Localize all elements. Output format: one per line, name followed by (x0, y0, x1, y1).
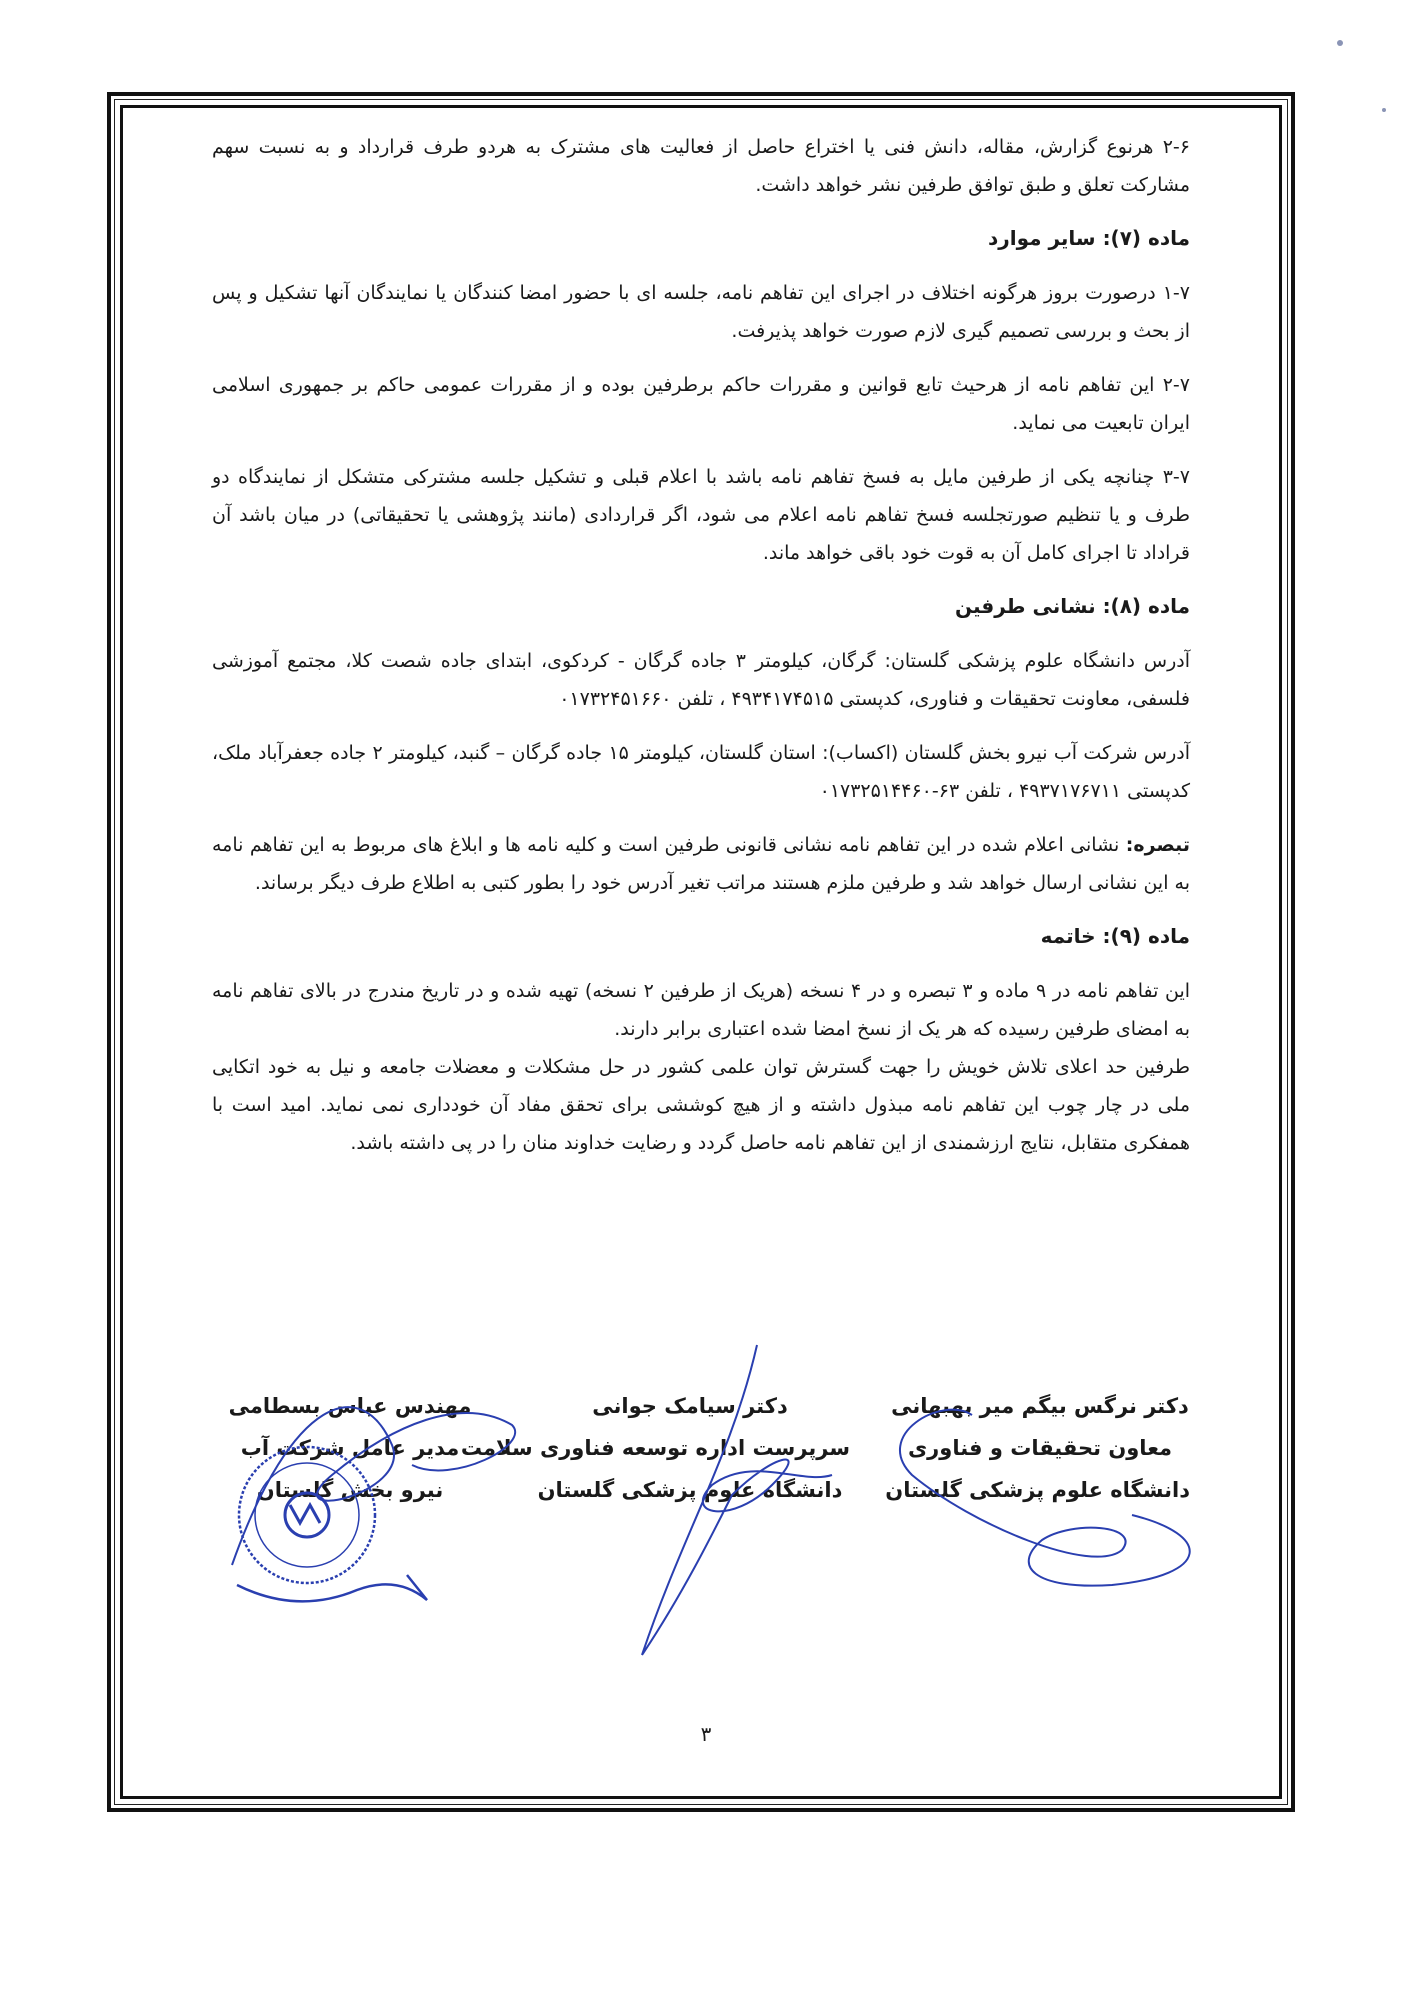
signature-section (212, 1385, 1190, 1545)
clause-7-2: ۲-۷ این تفاهم نامه از هرحیث تابع قوانین و مقررات حاکم برطرفین بوده و از مقررات عمومی حاکم بر جمهوری اسلامی ایران تابعیت می نماید. (212, 374, 1190, 434)
page-number: ۳ (700, 1722, 712, 1746)
signatory-role: مدیر عامل شرکت آب (240, 1436, 460, 1460)
signatory-name: مهندس عباس بسطامی (228, 1394, 472, 1418)
article-8-heading: ماده (۸): نشانی طرفین (954, 594, 1190, 618)
scan-speck (1382, 108, 1386, 112)
signatory-org: دانشگاه علوم پزشکی گلستان (885, 1478, 1190, 1502)
note-label: تبصره: (1125, 834, 1190, 856)
clause-7-3: ۳-۷ چنانچه یکی از طرفین مایل به فسخ تفاهم نامه باشد با اعلام قبلی و تشکیل جلسه مشترکی متشکل از نمایندگاه دو طرف و یا تنظیم صورتجلسه فسخ تفاهم نامه اعلام می شود، اگر قراردادی (مانند پژوهشی یا تحقیقاتی) در میان باشد آن قراداد تا اجرای کامل آن به قوت خود باقی خواهد ماند. (212, 466, 1190, 564)
scan-speck (1337, 40, 1343, 46)
signatory-role: سرپرست اداره توسعه فناوری سلامت (460, 1436, 850, 1460)
article-7-heading: ماده (۷): سایر موارد (987, 226, 1190, 250)
signatory-research-deputy (885, 1385, 1190, 1511)
clause-7-1: ۱-۷ درصورت بروز هرگونه اختلاف در اجرای این تفاهم نامه، جلسه ای با حضور امضا کنندگان یا نمایندگان آنها تشکیل و پس از بحث و بررسی تصمیم گیری لازم صورت خواهد پذیرفت. (212, 282, 1190, 342)
note-text: نشانی اعلام شده در این تفاهم نامه نشانی قانونی طرفین است و کلیه نامه ها و ابلاغ های مربوط به این تفاهم نامه به این نشانی ارسال خواهد شد و طرفین ملزم هستند مراتب تغیر آدرس خود را بطور کتبی به اطلاع طرف دیگر برساند. (212, 834, 1190, 894)
signatory-water-company (210, 1385, 490, 1511)
signatory-org: نیرو بخش گلستان (256, 1478, 444, 1502)
clause-6-2: ۲-۶ هرنوع گزارش، مقاله، دانش فنی یا اختراع حاصل از فعالیت های مشترک به هردو طرف قرارداد و به نسبت سهم مشارکت تعلق و طبق توافق طرفین نشر خواهد داشت. (212, 136, 1190, 196)
address-company: آدرس شرکت آب نیرو بخش گلستان (اکساب): استان گلستان، کیلومتر ۱۵ جاده گرگان – گنبد، کیلومتر ۲ جاده جعفرآباد ملک، کدپستی ۴۹۳۷۱۷۶۷۱۱ ، تلفن ۶۳-۰۱۷۳۲۵۱۴۴۶۰ (212, 742, 1190, 802)
signatory-org: دانشگاه علوم پزشکی گلستان (537, 1478, 843, 1502)
document-body (212, 128, 1190, 1162)
note-paragraph (212, 826, 1190, 902)
signatory-name: دکتر نرگس بیگم میر بهبهانی (891, 1394, 1189, 1418)
signatory-role: معاون تحقیقات و فناوری (907, 1436, 1173, 1460)
signatory-tech-office (460, 1385, 850, 1511)
article-9-heading: ماده (۹): خاتمه (1040, 924, 1190, 948)
signatory-name: دکتر سیامک جوانی (592, 1394, 788, 1418)
closing-paragraph-2: طرفین حد اعلای تلاش خویش را جهت گسترش توان علمی کشور در حل مشکلات و معضلات جامعه و نیل به خود اتکایی ملی در چار چوب این تفاهم نامه مبذول داشته و از هیچ کوششی برای تحقق مفاد آن خودداری نمی نماید. امید است با همفکری متقابل، نتایج ارزشمندی از این تفاهم نامه حاصل گردد و رضایت خداوند منان را در پی داشته باشد. (212, 1056, 1190, 1154)
closing-paragraph-1: این تفاهم نامه در ۹ ماده و ۳ تبصره و در ۴ نسخه (هریک از طرفین ۲ نسخه) تهیه شده و در تاریخ مندرج در بالای تفاهم نامه به امضای طرفین رسیده که هر یک از نسخ امضا شده اعتباری برابر دارند. (212, 980, 1191, 1040)
address-university: آدرس دانشگاه علوم پزشکی گلستان: گرگان، کیلومتر ۳ جاده گرگان - کردکوی، ابتدای جاده شصت کلا، مجتمع آموزشی فلسفی، معاونت تحقیقات و فناوری، کدپستی ۴۹۳۴۱۷۴۵۱۵ ، تلفن ۰۱۷۳۲۴۵۱۶۶۰ (212, 650, 1191, 710)
